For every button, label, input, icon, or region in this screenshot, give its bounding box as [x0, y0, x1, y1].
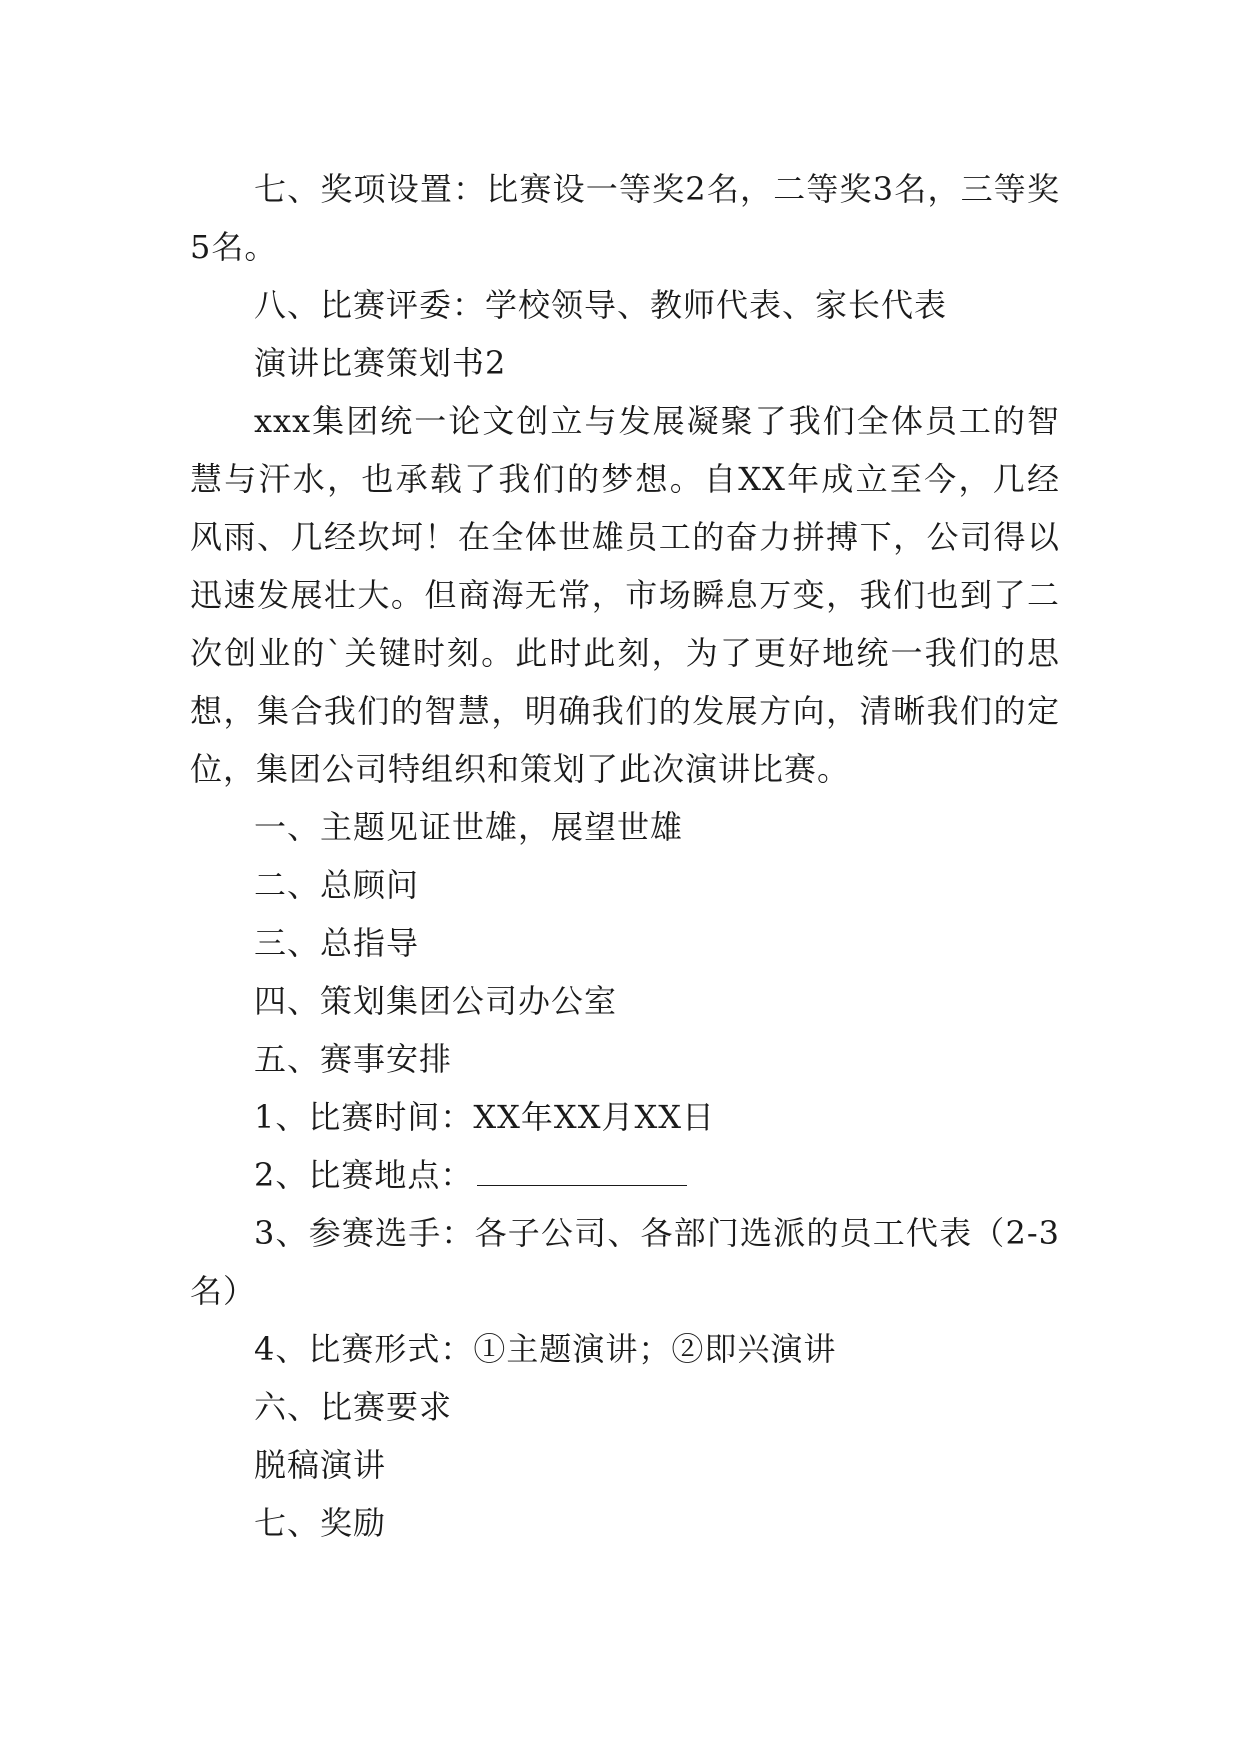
item-format: 4、比赛形式：①主题演讲；②即兴演讲 — [254, 1330, 837, 1368]
item-general-advisor: 二、总顾问 — [254, 866, 420, 904]
item-planner: 四、策划集团公司办公室 — [254, 982, 618, 1020]
item-location-label: 2、比赛地点： — [254, 1156, 474, 1194]
paragraph-intro: xxx集团统一论文创立与发展凝聚了我们全体员工的智慧与汗水，也承载了我们的梦想。自XX年成立至今，几经风雨、几经坎坷！在全体世雄员工的奋力拼搏下，公司得以迅速发展壮大。但商海无常，市场瞬息万变，我们也到了二次创业的`关键时刻。此时此刻，为了更好地统一我们的思想，集合我们的智慧，明确我们的发展方向，清晰我们的定位，集团公司特组织和策划了此次演讲比赛。 — [190, 402, 1060, 788]
item-location — [190, 1146, 1060, 1204]
section-title-plan-2: 演讲比赛策划书2 — [254, 344, 507, 382]
paragraph-judges: 八、比赛评委：学校领导、教师代表、家长代表 — [254, 286, 948, 324]
document-body — [190, 160, 1060, 1552]
item-participants: 3、参赛选手：各子公司、各部门选派的员工代表（2-3名） — [190, 1214, 1060, 1310]
item-theme: 一、主题见证世雄，展望世雄 — [254, 808, 684, 846]
location-blank-line — [477, 1151, 687, 1186]
paragraph-awards-setting: 七、奖项设置：比赛设一等奖2名，二等奖3名，三等奖5名。 — [190, 170, 1060, 266]
item-requirements: 六、比赛要求 — [254, 1388, 453, 1426]
item-no-script: 脱稿演讲 — [254, 1446, 387, 1484]
item-schedule: 五、赛事安排 — [254, 1040, 453, 1078]
item-rewards: 七、奖励 — [254, 1504, 387, 1542]
item-general-director: 三、总指导 — [254, 924, 420, 962]
item-time: 1、比赛时间：XX年XX月XX日 — [254, 1098, 716, 1136]
